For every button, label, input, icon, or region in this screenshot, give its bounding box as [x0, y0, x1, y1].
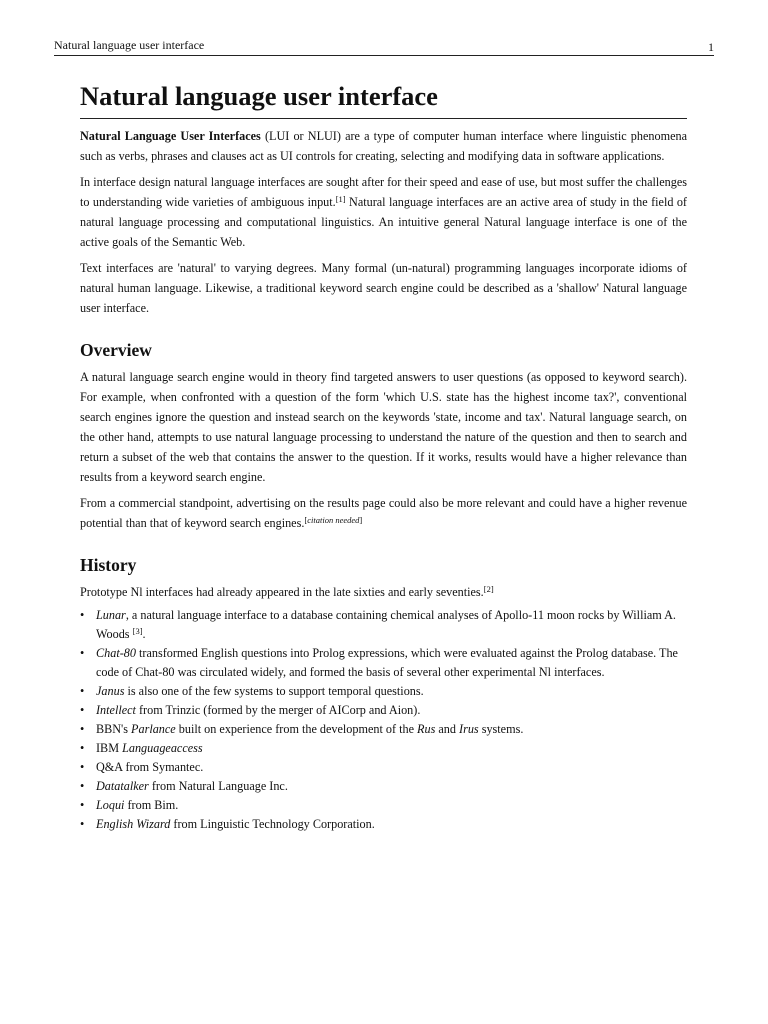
list-item-text: is also one of the few systems to support temporal questions.	[124, 684, 424, 698]
system-name: Rus	[417, 722, 436, 736]
system-name: Loqui	[96, 798, 125, 812]
list-item-text: from Bim.	[124, 798, 179, 812]
citation-needed[interactable]	[304, 515, 362, 525]
intro-term: Natural Language User Interfaces	[80, 129, 261, 143]
system-name: Datatalker	[96, 779, 149, 793]
system-name: Parlance	[131, 722, 176, 736]
bullet: •	[80, 703, 85, 717]
running-header-title: Natural language user interface	[54, 38, 205, 52]
list-item	[80, 720, 687, 739]
bullet: •	[80, 722, 85, 736]
list-item	[80, 682, 687, 701]
bullet: •	[80, 646, 85, 660]
system-name: Janus	[96, 684, 125, 698]
system-name: Chat-80	[96, 646, 136, 660]
intro-paragraph-1	[80, 126, 687, 166]
list-item	[80, 758, 687, 777]
system-name: Irus	[459, 722, 479, 736]
list-item-text: from Trinzic (formed by the merger of AICorp and Aion).	[135, 703, 421, 717]
list-item	[80, 796, 687, 815]
list-item-text: from Linguistic Technology Corporation.	[170, 817, 375, 831]
list-item-text: and	[435, 722, 460, 736]
article-body	[80, 80, 687, 834]
citation-3[interactable]: [3]	[132, 626, 143, 636]
page-number: 1	[708, 40, 714, 54]
overview-paragraph-1: A natural language search engine would in theory find targeted answers to user questions (as opposed to keyword search). For example, when confronted with a question of the form 'which U.S. state has the highest income tax?', conventional search engines ignore the question and instead search on the keywords 'state, income and tax'. Natural language search, on the other hand, attempts to use natural language processing to understand the nature of the question and then to search and return a subset of the web that contains the answer to the question. If it works, results would have a higher relevance than results from a keyword search engine.	[80, 370, 687, 484]
system-name: English Wizard	[96, 817, 171, 831]
bullet: •	[80, 684, 85, 698]
bullet: •	[80, 817, 85, 831]
intro-paragraph-2-text-b: Natural language interfaces are an active area of study in the field of natural language processing and computational linguistics. An intuitive general Natural language interface is one of the active goals of the Semantic Web.	[80, 195, 687, 249]
bullet: •	[80, 798, 85, 812]
overview-heading: Overview	[80, 340, 152, 360]
intro-paragraph-1-text: (LUI or NLUI) are a type of computer human interface where linguistic phenomena such as verbs, phrases and clauses act as UI controls for creating, selecting and modifying data in software applications.	[80, 129, 687, 163]
bullet: •	[80, 760, 85, 774]
list-item-text: transformed English questions into Prolog expressions, which were evaluated against the Prolog database. The code of Chat-80 was circulated widely, and formed the basis of several other experimental Nl interfaces.	[96, 646, 678, 679]
list-item-text: built on experience from the development of the	[175, 722, 418, 736]
list-item	[80, 606, 687, 644]
citation-2[interactable]: [2]	[483, 584, 494, 594]
system-name: Lunar	[96, 608, 126, 622]
list-item	[80, 777, 687, 796]
history-list	[80, 606, 687, 834]
bullet: •	[80, 779, 85, 793]
running-header	[54, 38, 714, 56]
citation-needed-close: ]	[359, 515, 363, 525]
list-item	[80, 701, 687, 720]
bullet: •	[80, 741, 85, 755]
intro-paragraph-2	[80, 172, 687, 252]
intro-paragraph-2-text-a: In interface design natural language interfaces are sought after for their speed and ease of use, but most suffer the challenges to understanding wide varieties of ambiguous input.	[80, 175, 687, 209]
list-item	[80, 644, 687, 682]
citation-needed-text: citation needed	[307, 515, 360, 525]
list-item-text: , a natural language interface to a database containing chemical analyses of Apollo-11 moon rocks by William A. Woods	[96, 608, 676, 641]
overview-paragraph-2-text: From a commercial standpoint, advertising on the results page could also be more relevant and could have a higher revenue potential than that of keyword search engines.	[80, 496, 687, 530]
history-intro	[80, 582, 687, 602]
citation-1[interactable]: [1]	[335, 194, 346, 204]
history-intro-text: Prototype Nl interfaces had already appeared in the late sixties and early seventies.	[80, 585, 484, 599]
history-heading: History	[80, 555, 137, 575]
bullet: •	[80, 608, 85, 622]
system-name: Languageaccess	[122, 741, 203, 755]
system-name: Intellect	[96, 703, 136, 717]
list-item-text: Q&A from Symantec.	[96, 760, 204, 774]
citation-needed-open: [	[304, 515, 308, 525]
list-item-tail: .	[142, 627, 146, 641]
article-title: Natural language user interface	[80, 80, 687, 119]
intro-paragraph-3: Text interfaces are 'natural' to varying degrees. Many formal (un-natural) programming languages incorporate idioms of natural human language. Likewise, a traditional keyword search engine could be described as a 'shallow' Natural language user interface.	[80, 261, 687, 315]
list-item	[80, 815, 687, 834]
overview-paragraph-2	[80, 493, 687, 533]
list-item	[80, 739, 687, 758]
list-item-prefix: BBN's	[96, 722, 132, 736]
list-item-text: from Natural Language Inc.	[148, 779, 288, 793]
list-item-prefix: IBM	[96, 741, 123, 755]
list-item-tail: systems.	[478, 722, 524, 736]
